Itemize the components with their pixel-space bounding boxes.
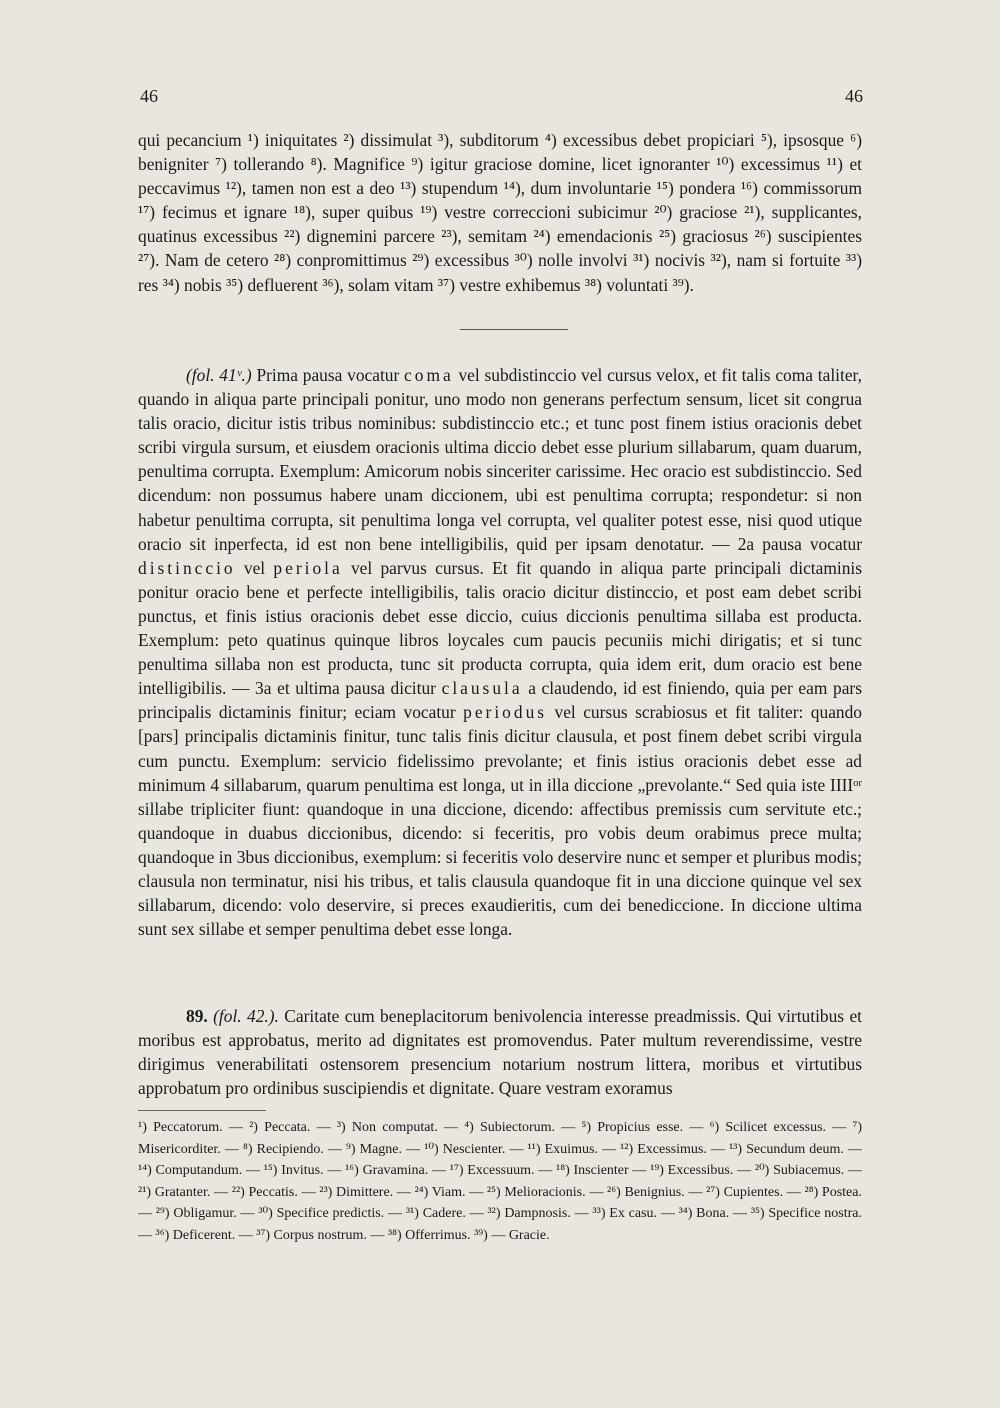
term-periola: periola (273, 557, 343, 578)
paragraph-text: qui pecancium ¹) iniquitates ²) dissimulat ³), subditorum ⁴) excessibus debet propiciari ⁵), ipsosque ⁶) benigniter ⁷) tollerando ⁸). Magnifice ⁹) igitur graciose domine, licet ignoranter ¹⁰) excessimus ¹¹) et peccavimus ¹²), tamen non est a deo ¹³) stupendum ¹⁴), dum involuntarie ¹⁵) pondera ¹⁶) commissorum ¹⁷) fecimus et ignare ¹⁸), super quibus ¹⁹) vestre correccioni subicimur ²⁰) graciose ²¹), supplicantes, quatinus excessibus ²²) dignemini parcere ²³), semitam ²⁴) emendacionis ²⁵) graciosus ²⁶) suscipientes ²⁷). Nam de cetero ²⁸) conpromittimus ²⁹) excessibus ³⁰) nolle involvi ³¹) nocivis ³²), nam si fortuite ³³) res ³⁴) nobis ³⁵) defluerent ³⁶), solam vitam ³⁷) vestre exhibemus ³⁸) voluntati ³⁹). (138, 130, 862, 295)
page-number-left: 46 (140, 86, 158, 106)
text-run: vel (235, 557, 274, 578)
term-coma: coma (404, 365, 454, 385)
text-run: Prima pausa vocatur (251, 365, 405, 385)
text-run: a claudendo, id est finiendo, quia per eam pars principalis dictaminis finitur; eciam vocatur (138, 678, 862, 723)
text-run: vel cursus scrabiosus et fit taliter: quando [pars] principalis dictaminis finitur, tunc talis finis dicitur clausula, et post finem debet scribi virgula cum punctu. Exemplum: servicio fidelissimo prevolante; et finis istius oracionis debet esse ad minimum 4 sillabarum, quarum penultima est longa, ut in illa diccione „prevolante.“ Sed quia iste IIIIᵒʳ sillabe tripliciter fiunt: quandoque in una diccione, dicendo: affectibus premissis cum servitute etc.; quandoque in duabus diccionibus, dicendo: si feceritis, pro vobis deum orabimus prece multa; quandoque in 3bus diccionibus, exemplum: si feceritis volo deservire nunc et semper et pluribus modis; clausula non terminatur, nisi his tribus, et talis clausula quandoque fit in una diccione quinque vel sex sillabarum, dicendo: volo deservire, si preces exaudieritis, cum dei benediccione. In diccione ultima sunt sex sillabe et semper penultima debet esse longa. (138, 702, 863, 940)
entry-number: 89. (186, 1006, 208, 1026)
page-number-right: 46 (845, 86, 863, 106)
term-distinccio: distinccio (138, 557, 236, 578)
folio-reference: (fol. 42.). (207, 1006, 279, 1026)
paragraph-text (138, 363, 862, 941)
folio-reference: (fol. 41ᵛ.) (186, 365, 252, 385)
text-run: vel subdistinccio vel cursus velox, et fit talis coma taliter, quando in aliqua parte principali ponitur, uno modo non generans perfectum sensum, licet sit congrua talis oracio, dicitur istis tribus nominibus: subdistinccio etc.; et tunc post finem istius oracionis debet scribi virgula sursum, et eiusdem oracionis ultima diccio debet esse plurium sillabarum, quam duarum, penultima corrupta. Exemplum: Amicorum nobis sinceriter carissime. Hec oracio est subdistinccio. Sed dicendum: non possumus habere unam diccionem, ubi est penultima corrupta; respondetur: si non habetur penultima corrupta, sit penultima longa vel corrupta, vel qualiter potest esse, nisi quod utique oracio sit inperfecta, id est non bene intelligibilis, quid per ipsam denotatur. — 2a pausa vocatur (138, 365, 862, 554)
text-run: vel parvus cursus. Et fit quando in aliqua parte principali dictaminis ponitur oracio bene et perfecte intelligibilis, talis oracio dicitur distinccio, et post eam debet scribi punctus, et finis istius oracionis debet esse diccio, cuius diccionis penultima sillaba est producta. Exemplum: peto quatinus quinque libros loycales cum paucis pecuniis michi dirigatis; et si tunc penultima sillaba non est producta, tunc sit producta corrupta, quia idem erit, dum oracio est bene intelligibilis. — 3a et ultima pausa dicitur (138, 557, 862, 699)
footnote-divider (138, 1110, 266, 1111)
paragraph-continuation (138, 128, 862, 297)
term-periodus: periodus (463, 702, 548, 723)
paragraph-89 (138, 1004, 862, 1100)
footnotes: ¹) Peccatorum. — ²) Peccata. — ³) Non computat. — ⁴) Subiectorum. — ⁵) Propicius esse. — ⁶) Scilicet excessus. — ⁷) Misericorditer. — ⁸) Recipiendo. — ⁹) Magne. — ¹⁰) Nescienter. — ¹¹) Exuimus. — ¹²) Excessimus. — ¹³) Secundum deum. — ¹⁴) Computandum. — ¹⁵) Invitus. — ¹⁶) Gravamina. — ¹⁷) Excessuum. — ¹⁸) Inscienter — ¹⁹) Excessibus. — ²⁰) Subiacemus. — ²¹) Gratanter. — ²²) Peccatis. — ²³) Dimittere. — ²⁴) Viam. — ²⁵) Melioracionis. — ²⁶) Benignius. — ²⁷) Cupientes. — ²⁸) Postea. — ²⁹) Obligamur. — ³⁰) Specifice predictis. — ³¹) Cadere. — ³²) Dampnosis. — ³³) Ex casu. — ³⁴) Bona. — ³⁵) Specifice nostra. — ³⁶) Deficerent. — ³⁷) Corpus nostrum. — ³⁸) Offerrimus. ³⁹) — Gracie. (138, 1120, 862, 1243)
text-run: Caritate cum beneplacitorum benivolencia interesse preadmissis. Qui virtutibus et moribus est approbatus, merito ad dignitates est promovendus. Pater multum reverendissime, vestre dirigimus venerabilitati ostensorem presencium notarium nostrum littera, moribus et virtutibus approbatum pro ordinibus suscipiendis et dignitate. Quare vestram exoramus (138, 1006, 862, 1099)
paragraph-text (138, 1004, 862, 1100)
paragraph-pausa (138, 363, 862, 941)
section-divider (460, 329, 568, 330)
term-clausula: clausula (441, 678, 523, 699)
